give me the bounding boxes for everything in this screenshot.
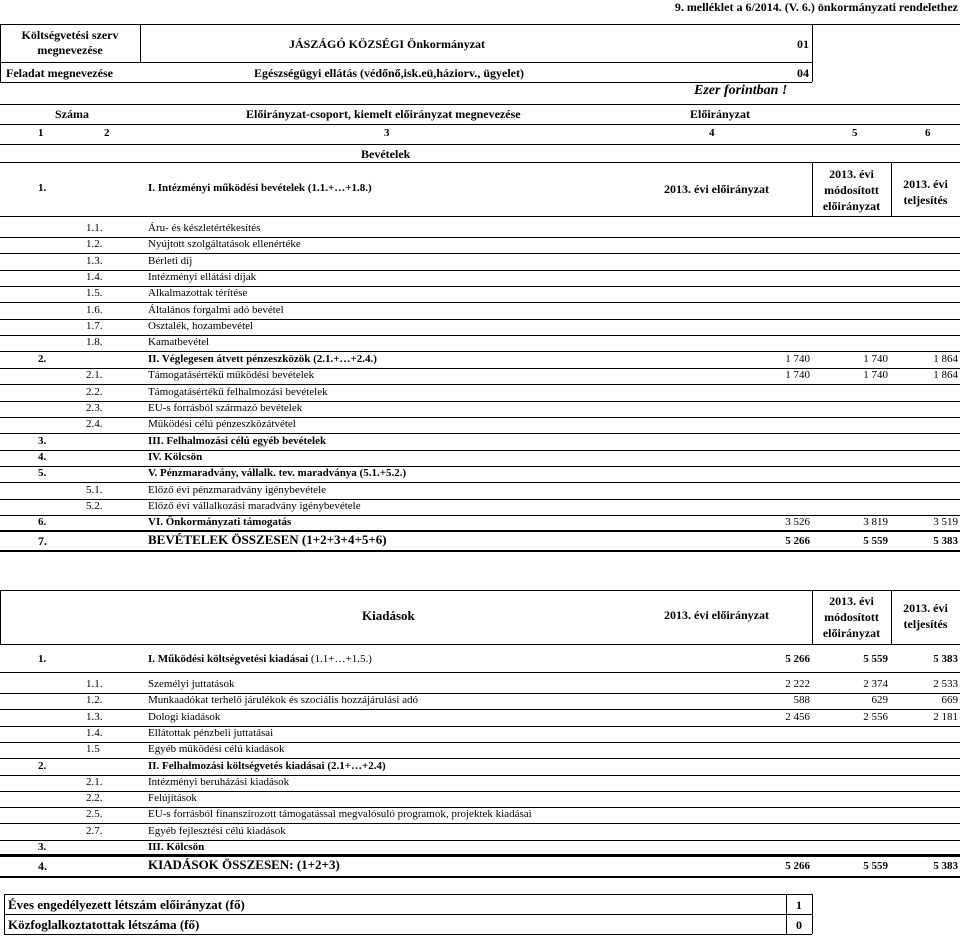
table-row	[0, 286, 960, 301]
row-subnum: 1.1.	[86, 678, 103, 690]
row-value-mod: 2 556	[863, 710, 888, 723]
row-value-telj: 2 533	[933, 678, 958, 690]
row-value-eloir: 2 222	[785, 678, 810, 690]
col-2013-eloir: 2013. évi előirányzat	[664, 182, 769, 196]
table-row	[0, 368, 960, 383]
row-num: 2.	[38, 352, 47, 365]
table-row	[0, 742, 960, 757]
table-row	[0, 270, 960, 285]
row-label: Áru- és készletértékesítés	[148, 222, 261, 234]
row-label: Előző évi vállalkozási maradvány igénybevétele	[148, 499, 361, 512]
col-szama: Száma	[55, 107, 89, 121]
row-value-telj: 1 864	[933, 352, 958, 365]
exp-col-2013-mod: 2013. évi módosított előirányzat	[822, 594, 881, 640]
row-subnum: 2.1.	[86, 775, 103, 788]
row-value-telj: 3 519	[933, 516, 958, 529]
table-row	[0, 221, 960, 236]
table-row	[0, 726, 960, 741]
table-row	[0, 840, 960, 855]
income-total-v3: 5 383	[933, 535, 958, 547]
unit-note: Ezer forintban !	[694, 83, 788, 98]
bevetelek-title: Bevételek	[361, 147, 411, 161]
row-subnum: 1.4.	[86, 726, 103, 739]
row-subnum: 1.1.	[86, 222, 103, 234]
income-total-v2: 5 559	[863, 535, 888, 547]
row-value-telj: 1 864	[933, 369, 958, 382]
row-label: Támogatásértékű működési bevételek	[148, 369, 315, 382]
table-row	[0, 693, 960, 708]
table-row	[0, 759, 960, 774]
row-label: Támogatásértékű felhalmozási bevételek	[148, 385, 328, 398]
row-label: Általános forgalmi adó bevétel	[148, 303, 284, 316]
exp-head-label: I. Működési költségvetési kiadásai	[148, 653, 309, 665]
row-subnum: 1.2.	[86, 238, 103, 251]
exp-col-2013-telj: 2013. évi teljesítés	[903, 601, 948, 631]
row-label: Működési célú pénzeszközátvétel	[148, 418, 296, 431]
row-label: III. Kölcsön	[148, 841, 205, 853]
staff-label-2: Közfoglalkoztatottak létszáma (fő)	[8, 917, 200, 932]
income-total-label: BEVÉTELEK ÖSSZESEN (1+2+3+4+5+6)	[148, 532, 387, 547]
row-label: Kamatbevétel	[148, 336, 210, 349]
table-row	[0, 499, 960, 514]
num-1: 1	[38, 127, 44, 139]
table-row	[0, 791, 960, 806]
row-subnum: 1.8.	[86, 336, 103, 349]
row-subnum: 1.2.	[86, 694, 103, 707]
num-4: 4	[709, 127, 715, 139]
row-label: Intézményi ellátási díjak	[148, 271, 257, 284]
row-num: 5.	[38, 467, 47, 480]
table-row	[0, 775, 960, 790]
row-value-telj: 669	[941, 694, 958, 707]
exp-col-2013-eloir: 2013. évi előirányzat	[664, 608, 769, 622]
row-subnum: 1.3.	[86, 254, 103, 267]
row-label: III. Felhalmozási célú egyéb bevételek	[148, 434, 327, 447]
table-row	[0, 483, 960, 498]
staff-value-1: 1	[796, 898, 802, 912]
row-subnum: 2.5.	[86, 808, 103, 821]
exp-head-v1: 5 266	[785, 653, 810, 665]
exp-total-v2: 5 559	[863, 860, 888, 872]
num-6: 6	[925, 127, 931, 139]
exp-total-label: KIADÁSOK ÖSSZESEN: (1+2+3)	[148, 857, 340, 872]
row-value-eloir: 3 526	[785, 516, 810, 529]
col-2013-mod: 2013. évi módosított előirányzat	[822, 167, 881, 213]
table-row	[0, 303, 960, 318]
row-subnum: 1.5	[86, 743, 100, 756]
table-row	[0, 335, 960, 350]
table-row	[0, 385, 960, 400]
table-row	[0, 807, 960, 822]
table-row	[0, 237, 960, 252]
row-label: V. Pénzmaradvány, vállalk. tev. maradványa (5.1.+5.2.)	[148, 467, 407, 480]
row-label: II. Véglegesen átvett pénzeszközök (2.1.+…+2.4.)	[148, 352, 377, 365]
col-2013-telj: 2013. évi teljesítés	[903, 177, 948, 207]
col-csoport: Előirányzat-csoport, kiemelt előirányzat megnevezése	[246, 107, 521, 121]
row-subnum: 2.3.	[86, 401, 103, 414]
row-label: VI. Önkormányzati támogatás	[148, 516, 292, 529]
row-value-eloir: 1 740	[785, 369, 810, 382]
row-label: EU-s forrásból származó bevételek	[148, 401, 303, 414]
row-subnum: 2.7.	[86, 824, 103, 837]
table-row	[0, 254, 960, 269]
row-subnum: 2.4.	[86, 418, 103, 431]
exp-head-text	[148, 653, 372, 665]
row-value-eloir: 2 456	[785, 710, 810, 723]
row-num: 2.	[38, 759, 47, 772]
row-value-mod: 2 374	[863, 678, 888, 690]
income-head-num: 1.	[38, 182, 47, 194]
row-label: Nyújtott szolgáltatások ellenértéke	[148, 238, 301, 251]
staff-label-1: Éves engedélyezett létszám előirányzat (fő)	[8, 897, 245, 912]
table-row	[0, 515, 960, 530]
row-label: Egyéb fejlesztési célú kiadások	[148, 824, 286, 837]
table-row	[0, 401, 960, 416]
table-row	[0, 450, 960, 465]
row-num: 3.	[38, 841, 47, 853]
row-subnum: 1.4.	[86, 271, 103, 284]
row-num: 3.	[38, 434, 47, 447]
row-subnum: 5.1.	[86, 483, 103, 496]
row-label: II. Felhalmozási költségvetés kiadásai (2.1+…+2.4)	[148, 759, 386, 772]
row-label: Bérleti díj	[148, 254, 193, 267]
col-eloir: Előirányzat	[690, 107, 750, 121]
income-total-num: 7.	[38, 534, 47, 548]
row-value-eloir: 1 740	[785, 352, 810, 365]
row-subnum: 1.7.	[86, 320, 103, 333]
row-value-telj: 2 181	[933, 710, 958, 723]
table-row	[0, 466, 960, 481]
row-label: EU-s forrásból finanszírozott támogatással megvalósuló programok, projektek kiadásai	[148, 808, 532, 821]
kolts-label: Költségvetési szerv megnevezése	[21, 28, 119, 57]
row-subnum: 5.2.	[86, 499, 103, 512]
num-5: 5	[852, 127, 858, 139]
row-num: 4.	[38, 450, 47, 463]
row-subnum: 2.2.	[86, 792, 103, 805]
kiadasok-title: Kiadások	[362, 608, 415, 623]
row-label: Ellátottak pénzbeli juttatásai	[148, 726, 274, 739]
kolts-name: JÁSZÁGÓ KÖZSÉGI Önkormányzat	[289, 37, 486, 51]
row-value-mod: 1 740	[863, 369, 888, 382]
num-3: 3	[384, 127, 390, 139]
exp-total-v3: 5 383	[933, 860, 958, 872]
table-row	[0, 824, 960, 839]
table-row	[0, 352, 960, 367]
income-head-label: I. Intézményi működési bevételek (1.1.+…+1.8.)	[148, 182, 372, 194]
exp-head-num: 1.	[38, 653, 47, 665]
table-row	[0, 710, 960, 725]
table-row	[0, 677, 960, 692]
exp-head-v2: 5 559	[863, 653, 888, 665]
row-value-mod: 1 740	[863, 352, 888, 365]
row-label: IV. Kölcsön	[148, 450, 203, 463]
exp-total-v1: 5 266	[785, 860, 810, 872]
row-subnum: 1.6.	[86, 303, 103, 316]
income-total-v1: 5 266	[785, 535, 810, 547]
feladat-name: Egészségügyi ellátás (védőnő,isk.eü,háziorv., ügyelet)	[254, 66, 524, 80]
row-value-eloir: 588	[793, 694, 810, 707]
exp-head-label-tail: (1.1+…+1.5.)	[310, 653, 372, 665]
table-row	[0, 417, 960, 432]
row-label: Előző évi pénzmaradvány igénybevétele	[148, 483, 327, 496]
table-row	[0, 319, 960, 334]
feladat-code: 04	[797, 66, 809, 80]
row-subnum: 2.2.	[86, 385, 103, 398]
row-label: Felújítások	[148, 792, 197, 805]
exp-total-num: 4.	[38, 859, 47, 873]
row-num: 6.	[38, 516, 47, 529]
row-label: Alkalmazottak térítése	[148, 287, 248, 300]
exp-head-v3: 5 383	[933, 653, 958, 665]
row-label: Munkaadókat terhelő járulékok és szociális hozzájárulási adó	[148, 694, 419, 707]
row-label: Személyi juttatások	[148, 678, 235, 690]
row-label: Dologi kiadások	[148, 710, 221, 723]
row-subnum: 1.3.	[86, 710, 103, 723]
row-label: Egyéb működési célú kiadások	[148, 743, 285, 756]
row-subnum: 1.5.	[86, 287, 103, 300]
kolts-code: 01	[797, 37, 809, 51]
appendix-note: 9. melléklet a 6/2014. (V. 6.) önkormányzati rendelethez	[674, 0, 958, 14]
row-subnum: 2.1.	[86, 369, 103, 382]
feladat-label: Feladat megnevezése	[6, 66, 113, 80]
num-2: 2	[104, 127, 110, 139]
row-value-mod: 3 819	[863, 516, 888, 529]
row-value-mod: 629	[871, 694, 888, 707]
row-label: Intézményi beruházási kiadások	[148, 775, 290, 788]
table-row	[0, 434, 960, 449]
staff-value-2: 0	[796, 918, 802, 932]
row-rule	[0, 856, 960, 857]
row-label: Osztalék, hozambevétel	[148, 320, 254, 333]
